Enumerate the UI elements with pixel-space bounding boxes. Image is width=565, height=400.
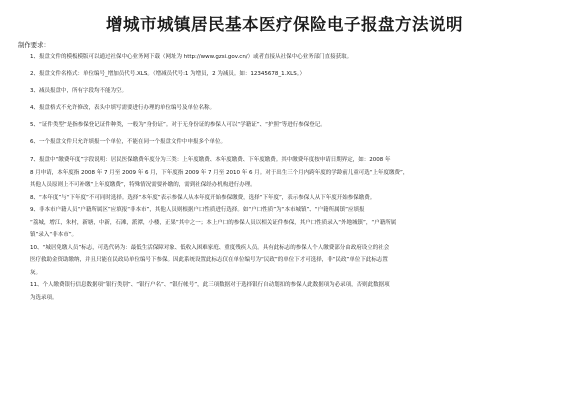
instruction-line: 镇”录入“非本市”。 <box>30 232 78 238</box>
instruction-item <box>18 154 551 192</box>
instruction-line: 5、“证件类型”是指参保登记证件种类，一般为“身份证”。对于无身份证的参保人可以“学籍证”、“护照”等进行参保登记。 <box>30 122 326 128</box>
instruction-line: 灰。 <box>30 269 42 276</box>
instruction-line: 其他人员原则上不可补缴“上年度缴费”，特殊情况需要补缴的，需到社保经办机构进行办理。 <box>30 182 256 188</box>
instruction-line: 3、减员报盘中，所有字段均不能为空。 <box>30 88 128 94</box>
instruction-line: “荔城，增江，朱村，新塘，中新，石滩，派潭，小楼，正果”其中之一；本上户口的参保人员以相关证件参保，其户口性质录入“外地城镇”，“户籍所属 <box>30 219 397 226</box>
instruction-line: 1、报盘文件的模板模版可以通过社保中心业务网下载（网址为 http://www.gzsi.gov.cn/）或者直接从社保中心业务部门直接获取。 <box>30 54 353 60</box>
instruction-item <box>18 137 551 149</box>
instruction-item <box>18 242 551 280</box>
instruction-line: 4、报盘格式不允许修改，表头中填写需要进行办理的单位编号及单位名称。 <box>30 105 216 111</box>
instruction-item <box>18 279 551 304</box>
instruction-list <box>18 52 551 304</box>
document-title: 增城市城镇居民基本医疗保险电子报盘方法说明 <box>106 15 463 34</box>
instruction-item <box>18 103 551 115</box>
instruction-line: 医疗救助金资助缴纳，并且只能在民政局单位编号下参保。因此系统设置此标志仅在单位编号为“民政”的单位下才可选择，非“民政”单位下此标志置 <box>30 257 388 263</box>
instruction-item <box>18 86 551 98</box>
instruction-line: 7、报盘中“缴费年度”字段说明：居民医保缴费年度分为三类：上年度缴费、本年度缴费、下年度缴费。其中缴费年度按申请日期界定，如：2008 年 <box>30 157 391 163</box>
instruction-line: 11、个人缴费银行信息数据项“银行类别”、“银行户名”、“银行帐号”，此三项数据对于选择银行自动划扣的参保人此数据项为必录项，否则此数据项 <box>30 282 390 288</box>
instruction-line: 6、一个报盘文件只允许填报一个单位，不能在同一个报盘文件中申报多个单位。 <box>30 139 227 145</box>
instruction-item <box>18 120 551 132</box>
instruction-item <box>18 192 551 205</box>
instruction-line: 9、非本市户籍人员“户籍所属区”应填报“非本市”，其他人员则根据户口性质进行选择。如“户口性质”为“本市城镇”、“户籍所属镇”应填报 <box>30 207 365 213</box>
instruction-item <box>18 69 551 81</box>
requirements-label: 制作要求： <box>18 41 50 49</box>
instruction-item <box>18 204 551 242</box>
instruction-line: 2、报盘文件名格式：单位编号_增加员代号.XLS。（增减员代号:1 为增员，2 为减员。如：12345678_1.XLS。） <box>30 71 305 77</box>
instruction-line: 为选录项。 <box>30 294 58 301</box>
instruction-line: 8 月申请，本年度指 2008 年 7 月至 2009 年 6 月，下年度指 2009 年 7 月至 2010 年 6 月。对于出生三个月内跨年度的学龄前儿童可选“上年度缴费”， <box>30 169 409 176</box>
instruction-line: 8、“本年度”与“下年度”不可同时选择。选择“本年度”表示参保人从本年度开始参保缴费，选择“下年度”，表示参保人从下年度开始参保缴费。 <box>30 194 376 201</box>
instruction-line: 10、“城居免缴人员”标志，可选代码为：最低生活保障对象、低收入困难家庭、重度残疾人员。具有此标志的参保人个人缴费部分由政府设立的社会 <box>30 244 390 251</box>
instruction-item <box>18 52 551 64</box>
